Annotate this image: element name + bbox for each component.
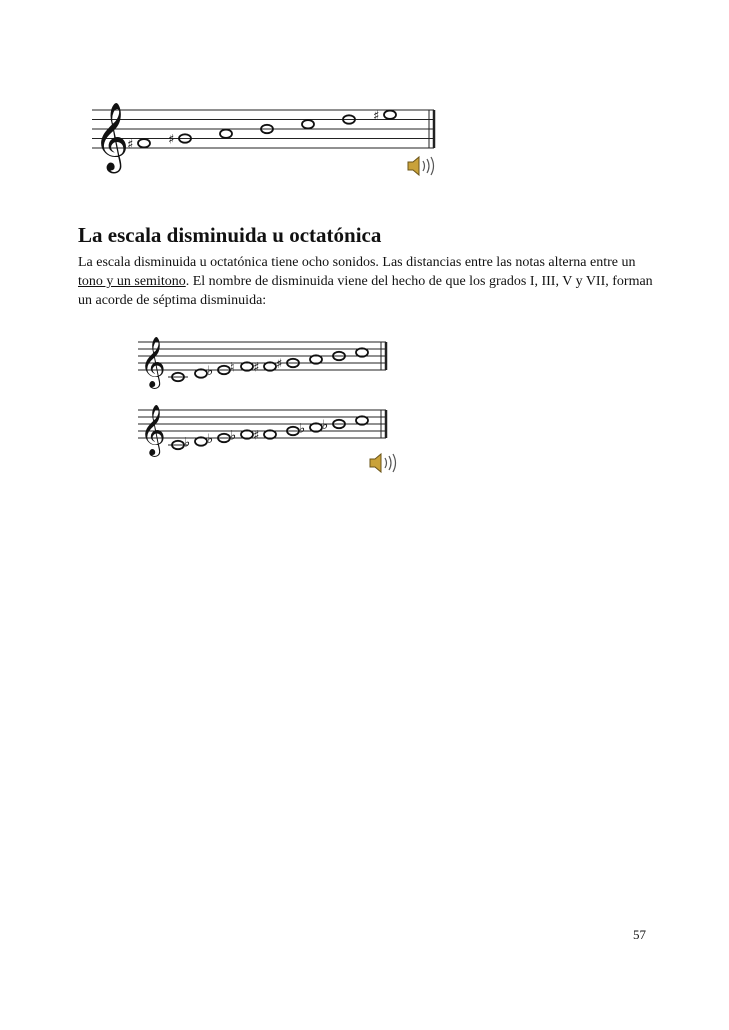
sharp-sign: ♯ [168,132,175,148]
note-head [384,111,396,119]
treble-clef-icon: 𝄞 [140,337,166,388]
note-head [310,355,322,363]
note-head [310,423,322,431]
sharp-sign: ♯ [127,137,134,153]
staff-notation-1 [78,88,440,184]
note-head [302,120,314,128]
flat-sign: ♭ [207,364,214,379]
flat-sign: ♭ [322,418,329,433]
section-heading: La escala disminuida u octatónica [78,223,382,247]
flat-sign: ♭ [184,435,191,451]
treble-clef-icon: 𝄞 [140,405,166,456]
staff-notation-2 [124,325,404,485]
flat-sign: ♭ [299,421,306,437]
flat-sign: ♭ [230,428,237,444]
sharp-sign: ♯ [373,108,380,124]
note-head [195,437,207,445]
flat-sign: ♭ [207,432,214,447]
note-head [220,130,232,138]
speaker-icon[interactable] [406,155,440,182]
tone-semitone-link[interactable]: tono y un semitono [78,274,186,289]
note-head [195,369,207,377]
scale-figure-2 [124,325,404,485]
note-head [356,416,368,424]
scale-figure-1 [78,88,440,184]
note-head [138,139,150,147]
paragraph-text-1: La escala disminuida u octatónica tiene ocho sonidos. Las distancias entre las notas alterna entre un [78,255,636,270]
speaker-icon[interactable] [368,452,402,479]
sharp-sign: ♯ [253,360,260,376]
note-head [264,362,276,370]
note-head [264,430,276,438]
paragraph-text-2: . El nombre de disminuida viene del hecho de que los grados I, III, V y VII, forman un acorde de séptima disminuida: [78,274,653,308]
sharp-sign: ♯ [276,357,283,372]
note-head [241,362,253,370]
treble-clef-icon: 𝄞 [94,101,129,171]
sharp-sign: ♯ [253,428,260,444]
natural-sign: ♮ [230,360,235,376]
page-number: 57 [633,927,646,942]
note-head [356,348,368,356]
body-paragraph [78,253,658,310]
note-head [241,430,253,438]
